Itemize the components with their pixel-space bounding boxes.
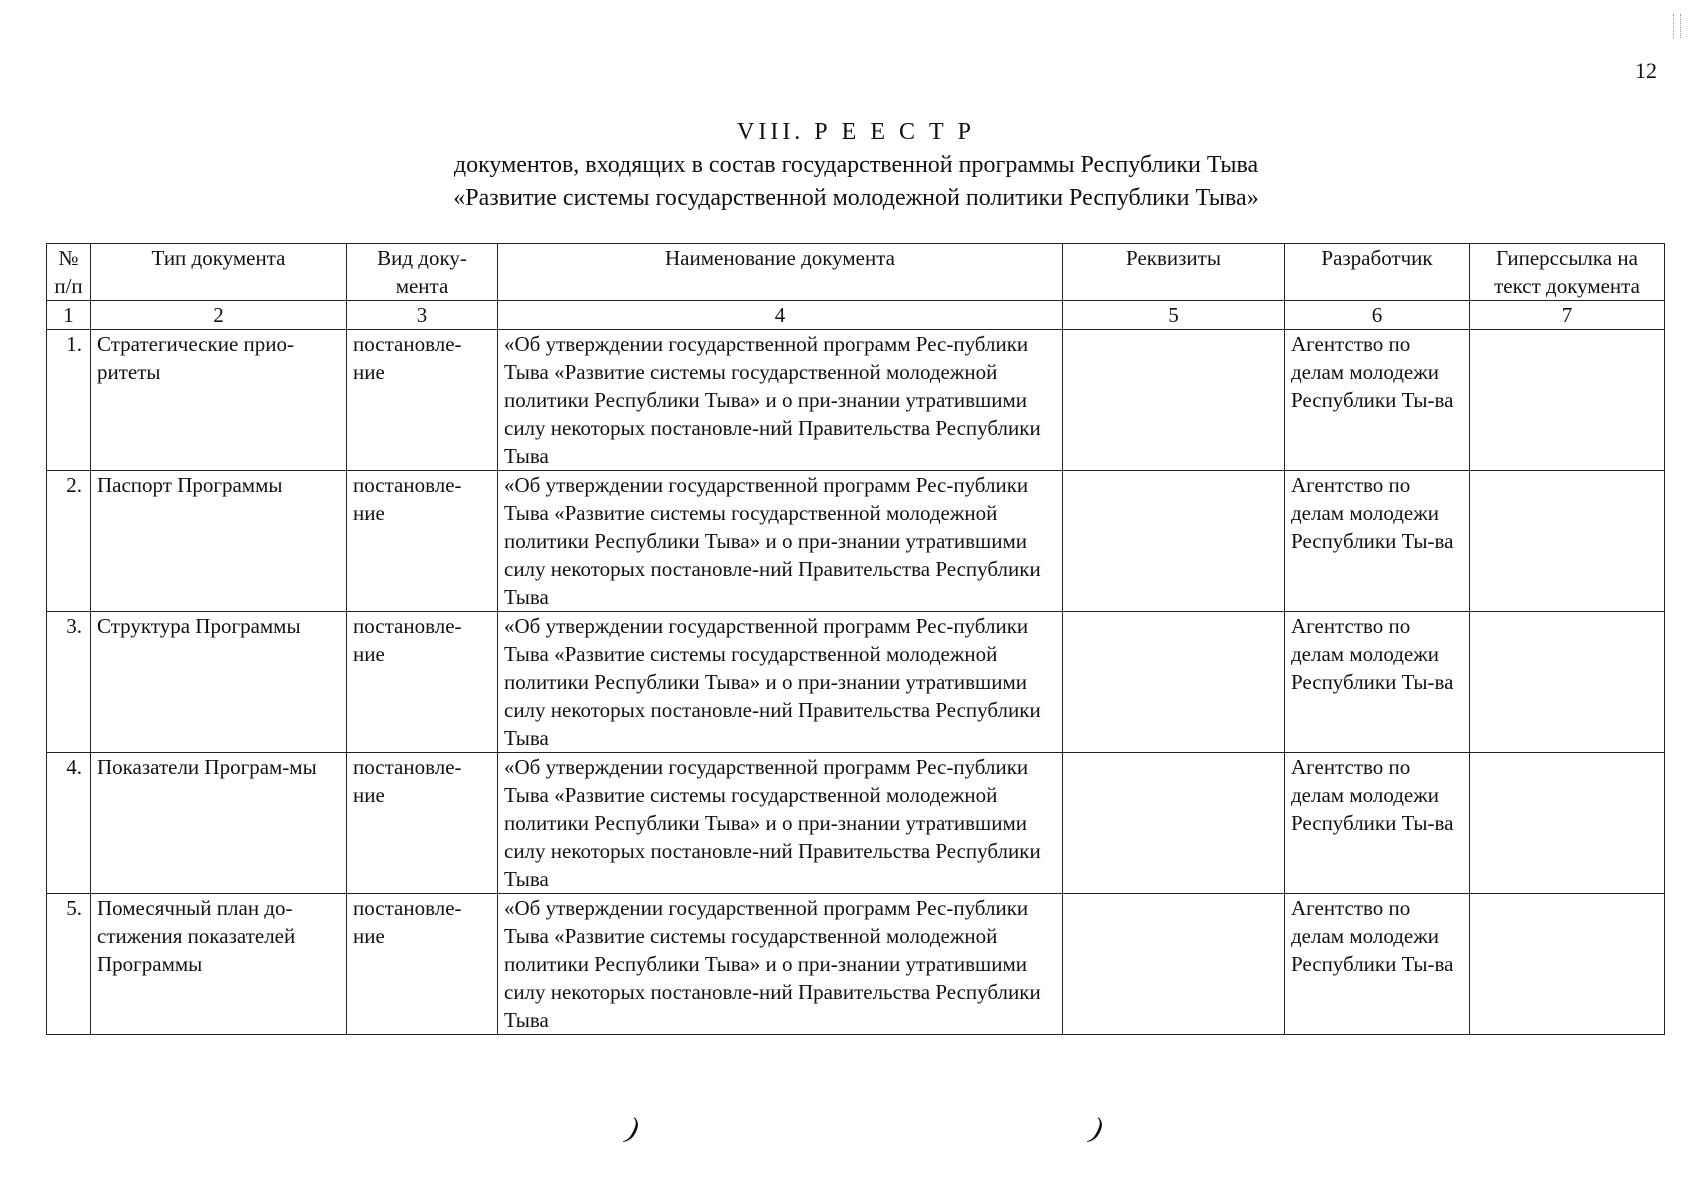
header-cell: Вид доку-мента	[347, 244, 498, 301]
row-number: 2.	[47, 471, 91, 612]
header-cell: Наименование документа	[498, 244, 1063, 301]
column-number: 7	[1470, 301, 1665, 330]
document-developer: Агентство по делам молодежи Республики Ты-ва	[1285, 612, 1470, 753]
document-name: «Об утверждении государственной программ Рес-публики Тыва «Развитие системы государственной молодежной политики Республики Тыва» и о при-знании утратившими силу некоторых постановле-ний Правительства Республики Тыва	[498, 753, 1063, 894]
column-number: 6	[1285, 301, 1470, 330]
column-number: 5	[1063, 301, 1285, 330]
column-number: 2	[91, 301, 347, 330]
header-cell: Гиперссылка на текст документа	[1470, 244, 1665, 301]
document-name: «Об утверждении государственной программ Рес-публики Тыва «Развитие системы государственной молодежной политики Республики Тыва» и о при-знании утратившими силу некоторых постановле-ний Правительства Республики Тыва	[498, 471, 1063, 612]
document-link	[1470, 330, 1665, 471]
header-row	[47, 244, 1665, 301]
document-type: Показатели Програм-мы	[91, 753, 347, 894]
registry-table	[46, 243, 1665, 1035]
handwritten-mark: )	[624, 1111, 643, 1146]
document-type: Стратегические прио-ритеты	[91, 330, 347, 471]
document-details	[1063, 330, 1285, 471]
header-cell: Тип документа	[91, 244, 347, 301]
document-kind: постановле-ние	[347, 894, 498, 1035]
row-number: 5.	[47, 894, 91, 1035]
document-link	[1470, 612, 1665, 753]
table-row	[47, 471, 1665, 612]
table-row	[47, 753, 1665, 894]
document-name: «Об утверждении государственной программ Рес-публики Тыва «Развитие системы государственной молодежной политики Республики Тыва» и о при-знании утратившими силу некоторых постановле-ний Правительства Республики Тыва	[498, 894, 1063, 1035]
document-details	[1063, 612, 1285, 753]
document-type: Паспорт Программы	[91, 471, 347, 612]
header-cell: № п/п	[47, 244, 91, 301]
column-number: 3	[347, 301, 498, 330]
document-kind: постановле-ние	[347, 330, 498, 471]
document-details	[1063, 894, 1285, 1035]
document-link	[1470, 471, 1665, 612]
document-developer: Агентство по делам молодежи Республики Ты-ва	[1285, 753, 1470, 894]
document-kind: постановле-ние	[347, 471, 498, 612]
document-kind: постановле-ние	[347, 612, 498, 753]
scan-mark	[1673, 14, 1681, 38]
column-number: 1	[47, 301, 91, 330]
handwritten-mark: )	[1088, 1111, 1107, 1146]
page-number: 12	[1635, 58, 1657, 83]
heading-line-1: документов, входящих в состав государственной программы Республики Тыва	[453, 152, 1259, 178]
document-type: Помесячный план до-стижения показателей Программы	[91, 894, 347, 1035]
document-developer: Агентство по делам молодежи Республики Ты-ва	[1285, 471, 1470, 612]
column-number: 4	[498, 301, 1063, 330]
document-name: «Об утверждении государственной программ Рес-публики Тыва «Развитие системы государственной молодежной политики Республики Тыва» и о при-знании утратившими силу некоторых постановле-ний Правительства Республики Тыва	[498, 330, 1063, 471]
document-kind: постановле-ние	[347, 753, 498, 894]
document-developer: Агентство по делам молодежи Республики Ты-ва	[1285, 894, 1470, 1035]
document-link	[1470, 753, 1665, 894]
table-row	[47, 612, 1665, 753]
row-number: 1.	[47, 330, 91, 471]
document-name: «Об утверждении государственной программ Рес-публики Тыва «Развитие системы государственной молодежной политики Республики Тыва» и о при-знании утратившими силу некоторых постановле-ний Правительства Республики Тыва	[498, 612, 1063, 753]
row-number: 3.	[47, 612, 91, 753]
document-details	[1063, 471, 1285, 612]
document-type: Структура Программы	[91, 612, 347, 753]
table-row	[47, 330, 1665, 471]
heading-line-2: «Развитие системы государственной молодежной политики Республики Тыва»	[453, 185, 1259, 211]
column-number-row	[47, 301, 1665, 330]
heading-title: VIII. Р Е Е С Т Р	[737, 119, 975, 145]
table-row	[47, 894, 1665, 1035]
row-number: 4.	[47, 753, 91, 894]
document-developer: Агентство по делам молодежи Республики Ты-ва	[1285, 330, 1470, 471]
document-details	[1063, 753, 1285, 894]
header-cell: Реквизиты	[1063, 244, 1285, 301]
header-cell: Разработчик	[1285, 244, 1470, 301]
document-link	[1470, 894, 1665, 1035]
document-heading	[0, 116, 1697, 215]
